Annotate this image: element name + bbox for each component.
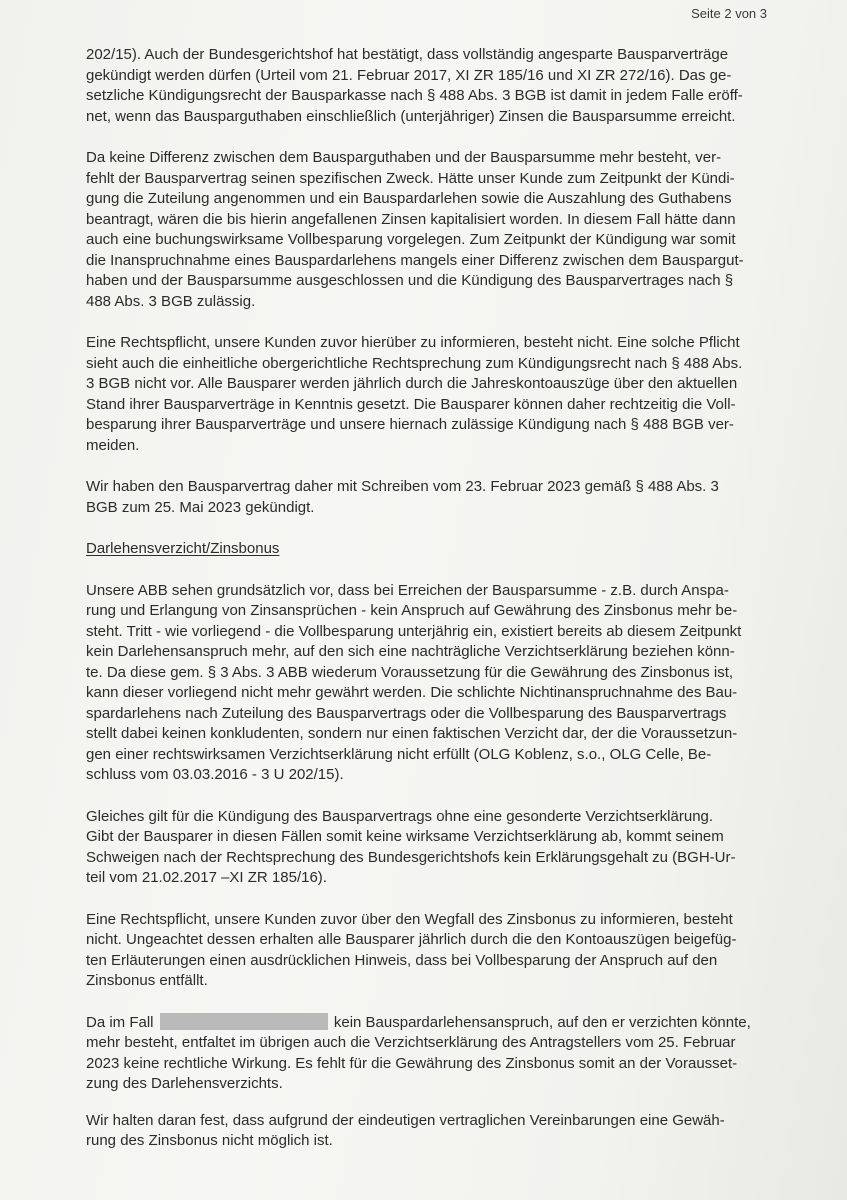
redacted-case-lead: Da im Fall bbox=[86, 1013, 154, 1031]
paragraph-abb-zinsbonus: Unsere ABB sehen grundsätzlich vor, dass bei Erreichen der Bausparsumme - z.B. durch Anspa- rung und Erlangung von Zinsansprüchen - kein Anspruch auf Gewährung des Zinsbonus mehr be- steht. Tritt - wie vorliegend - die Vollbesparung unterjährig ein, existiert bereits ab diesem Zeitpunkt kein Darlehensanspruch mehr, auf den sich eine nachträgliche Verzichtserklärung beziehen könn- te. Da diese gem. § 3 Abs. 3 ABB wiederum Voraussetzung für die Gewährung des Zinsbonus ist, kann dieser vorliegend nicht mehr gewährt werden. Die schlichte Nichtinanspruchnahme des Bau- spardarlehens nach Zuteilung des Bausparvertrags oder die Vollbesparung des Bausparvertrags stellt dabei keinen konkludenten, sondern nur einen faktischen Verzicht dar, der die Voraussetzun- gen einer rechtswirksamen Verzichtserklärung nicht erfüllt (OLG Koblenz, s.o., OLG Celle, Be- schluss vom 03.03.2016 - 3 U 202/15). bbox=[86, 581, 742, 783]
paragraph-termination-notice: Wir haben den Bausparvertrag daher mit Schreiben vom 23. Februar 2023 gemäß § 488 Abs. 3 BGB zum 25. Mai 2023 gekündigt. bbox=[86, 478, 719, 516]
section-heading-zinsbonus: Darlehensverzicht/Zinsbonus bbox=[86, 540, 280, 557]
paragraph-termination-without-waiver: Gleiches gilt für die Kündigung des Bausparvertrags ohne eine gesonderte Verzichtserklärung. Gibt der Bausparer in diesen Fällen somit keine wirksame Verzichtserklärung ab, kommt seinem Schweigen nach der Rechtsprechung des Bundesgerichtshofs kein Erklärungsgehalt zu (BGH-Ur- teil vom 21.02.2017 –XI ZR 185/16). bbox=[86, 807, 736, 886]
letter-body bbox=[86, 45, 776, 1173]
paragraph-redacted-case bbox=[86, 1013, 776, 1095]
paragraph-no-difference: Da keine Differenz zwischen dem Bausparguthaben und der Bausparsumme mehr besteht, ver- fehlt der Bausparvertrag seinen spezifischen Zweck. Hätte unser Kunde zum Zeitpunkt der Kündi- gung die Zuteilung angenommen und ein Bauspardarlehen sowie die Auszahlung des Guthabens beantragt, wären die bis hierin angefallenen Zinsen kapitalisiert worden. In diesem Fall hätte dann auch eine buchungswirksame Vollbesparung vorgelegen. Zum Zeitpunkt der Kündigung war somit die Inanspruchnahme eines Bauspardarlehens mangels einer Differenz zwischen dem Bauspargut- haben und der Bausparsumme ausgeschlossen und die Kündigung des Bausparvertrages nach § 488 Abs. 3 BGB zulässig. bbox=[86, 149, 744, 310]
paragraph-no-obligation-to-inform: Eine Rechtspflicht, unsere Kunden zuvor hierüber zu informieren, besteht nicht. Eine solche Pflicht sieht auch die einheitliche obergerichtliche Rechtsprechung zum Kündigungsrecht nach § 488 Abs. 3 BGB nicht vor. Alle Bausparer werden jährlich durch die Jahreskontoauszüge über den aktuellen Stand ihrer Bausparverträge in Kenntnis gesetzt. Die Bausparer können daher rechtzeitig die Voll- besparung ihrer Bausparverträge und unsere hiernach zulässige Kündigung nach § 488 BGB ver- meiden. bbox=[86, 334, 743, 454]
redacted-case-rest: kein Bauspardarlehensanspruch, auf den er verzichten könnte, mehr besteht, entfaltet im übrigen auch die Verzichtserklärung des Antragstellers vom 25. Februar 2023 keine rechtliche Wirkung. Es fehlt für die Gewährung des Zinsbonus somit an der Vorausset- zung des Darlehensverzichts. bbox=[86, 1013, 751, 1092]
paragraph-bgh-ruling: 202/15). Auch der Bundesgerichtshof hat bestätigt, dass vollständig angesparte Bausparverträge gekündigt werden dürfen (Urteil vom 21. Februar 2017, XI ZR 185/16 und XI ZR 272/16). Das ge- setzliche Kündigungsrecht der Bausparkasse nach § 488 Abs. 3 BGB ist damit in jedem Falle eröff- net, wenn das Bausparguthaben einschließlich (unterjähriger) Zinsen die Bausparsumme erreicht. bbox=[86, 46, 743, 125]
redaction-block bbox=[160, 1013, 328, 1030]
page-number: Seite 2 von 3 bbox=[691, 6, 767, 21]
paragraph-conclusion: Wir halten daran fest, dass aufgrund der eindeutigen vertraglichen Vereinbarungen eine Gewäh- rung des Zinsbonus nicht möglich ist. bbox=[86, 1111, 725, 1149]
paragraph-no-obligation-zinsbonus: Eine Rechtspflicht, unsere Kunden zuvor über den Wegfall des Zinsbonus zu informieren, besteht nicht. Ungeachtet dessen erhalten alle Bausparer jährlich durch die den Kontoauszügen beigefüg- ten Erläuterungen einen ausdrücklichen Hinweis, dass bei Vollbesparung der Anspruch auf den Zinsbonus entfällt. bbox=[86, 910, 737, 989]
